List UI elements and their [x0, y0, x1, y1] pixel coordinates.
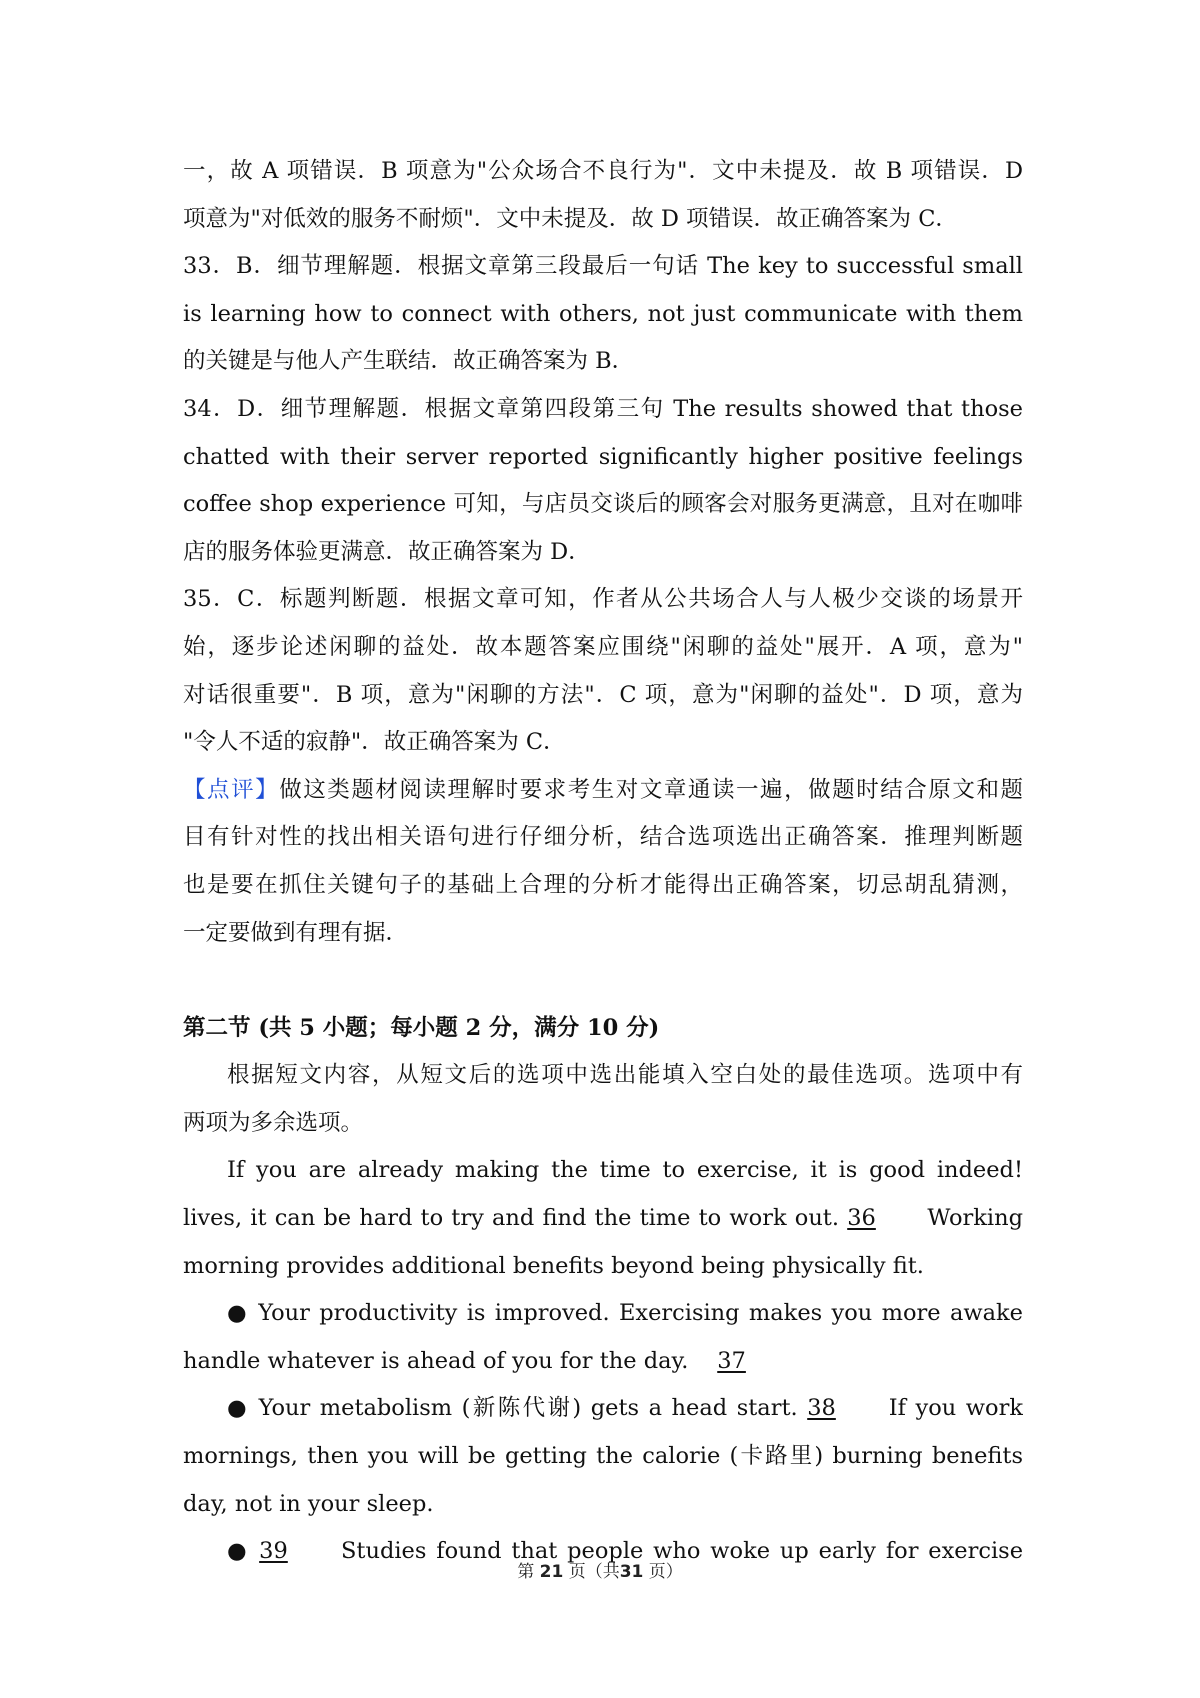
analysis-line: 一，故 A 项错误．B 项意为"公众场合不良行为"．文中未提及．故 B 项错误．D [183, 158, 1023, 184]
answer-35-line: 对话很重要"．B 项，意为"闲聊的方法"．C 项，意为"闲聊的益处"．D 项，意为 [183, 681, 1023, 708]
answer-35-line: "令人不适的寂静"．故正确答案为 C． [183, 729, 566, 756]
comment-text: 做这类题材阅读理解时要求考生对文章通读一遍，做题时结合原文和题 [279, 776, 1023, 803]
footer-middle: 页（共 [568, 1562, 620, 1582]
page-total: 31 [619, 1562, 644, 1582]
answer-35-line: 35．C．标题判断题．根据文章可知，作者从公共场合人与人极少交谈的场景开 [183, 586, 1023, 613]
bullet-line [183, 1338, 1023, 1386]
passage-line [183, 1195, 1023, 1243]
answer-33-line: is learning how to connect with others, not just communicate with them [183, 300, 1023, 327]
comment-label: 【点评】 [183, 776, 280, 803]
passage-line: morning provides additional benefits beyond being physically fit. [183, 1252, 924, 1279]
passage-line: If you are already making the time to exercise, it is good indeed! [227, 1157, 1023, 1184]
comment-line: 也是要在抓住关键句子的基础上合理的分析才能得出正确答案，切忌胡乱猜测， [183, 871, 1023, 898]
passage-text: Studies found that people who woke up early for exercise [341, 1538, 1023, 1565]
answer-34-line: 店的服务体验更满意．故正确答案为 D． [183, 538, 591, 565]
bullet-line: ● Your productivity is improved. Exercising makes you more awake [227, 1300, 1023, 1327]
footer-prefix: 第 [517, 1562, 535, 1582]
instruction-line: 两项为多余选项。 [183, 1109, 364, 1136]
footer-suffix: 页） [648, 1562, 683, 1582]
passage-text: Working [927, 1205, 1023, 1232]
passage-text: ● Your metabolism (新陈代谢) gets a head start. [227, 1395, 798, 1422]
spacer [183, 957, 1023, 1005]
answer-34-line: chatted with their server reported significantly higher positive feelings [183, 443, 1023, 470]
comment-line: 目有针对性的找出相关语句进行仔细分析，结合选项选出正确答案．推理判断题 [183, 824, 1023, 851]
comment-line [183, 767, 1023, 815]
answer-35-line: 始，逐步论述闲聊的益处．故本题答案应围绕"闲聊的益处"展开．A 项，意为" [183, 633, 1023, 660]
blank-38: 38 [807, 1395, 836, 1422]
blank-37: 37 [717, 1347, 746, 1374]
answer-34-line: coffee shop experience 可知，与店员交谈后的顾客会对服务更满意，且对在咖啡 [183, 491, 1023, 518]
instruction-line: 根据短文内容，从短文后的选项中选出能填入空白处的最佳选项。选项中有 [227, 1062, 1023, 1089]
bullet-line: mornings, then you will be getting the calorie (卡路里) burning benefits [183, 1443, 1023, 1470]
bullet-icon: ● [227, 1538, 250, 1565]
passage-text: lives, it can be hard to try and find the time to work out. [183, 1205, 840, 1232]
passage-text: handle whatever is ahead of you for the day. [183, 1347, 689, 1374]
blank-36: 36 [847, 1205, 876, 1232]
passage-text: If you work [888, 1395, 1023, 1422]
comment-line: 一定要做到有理有据． [183, 919, 409, 946]
answer-33-line: 33．B．细节理解题．根据文章第三段最后一句话 The key to successful small [183, 253, 1023, 280]
bullet-line: day, not in your sleep. [183, 1490, 434, 1517]
page-footer [0, 1557, 1200, 1582]
bullet-line [183, 1385, 1023, 1433]
answer-34-line: 34．D．细节理解题．根据文章第四段第三句 The results showed that those [183, 395, 1023, 422]
document-page [183, 148, 1023, 1576]
blank-39: 39 [259, 1538, 288, 1565]
analysis-line: 项意为"对低效的服务不耐烦"．文中未提及．故 D 项错误．故正确答案为 C． [183, 205, 958, 232]
page-number: 21 [539, 1562, 564, 1582]
answer-33-line: 的关键是与他人产生联结．故正确答案为 B． [183, 348, 635, 375]
section-heading: 第二节 (共 5 小题；每小题 2 分，满分 10 分) [183, 1014, 660, 1041]
